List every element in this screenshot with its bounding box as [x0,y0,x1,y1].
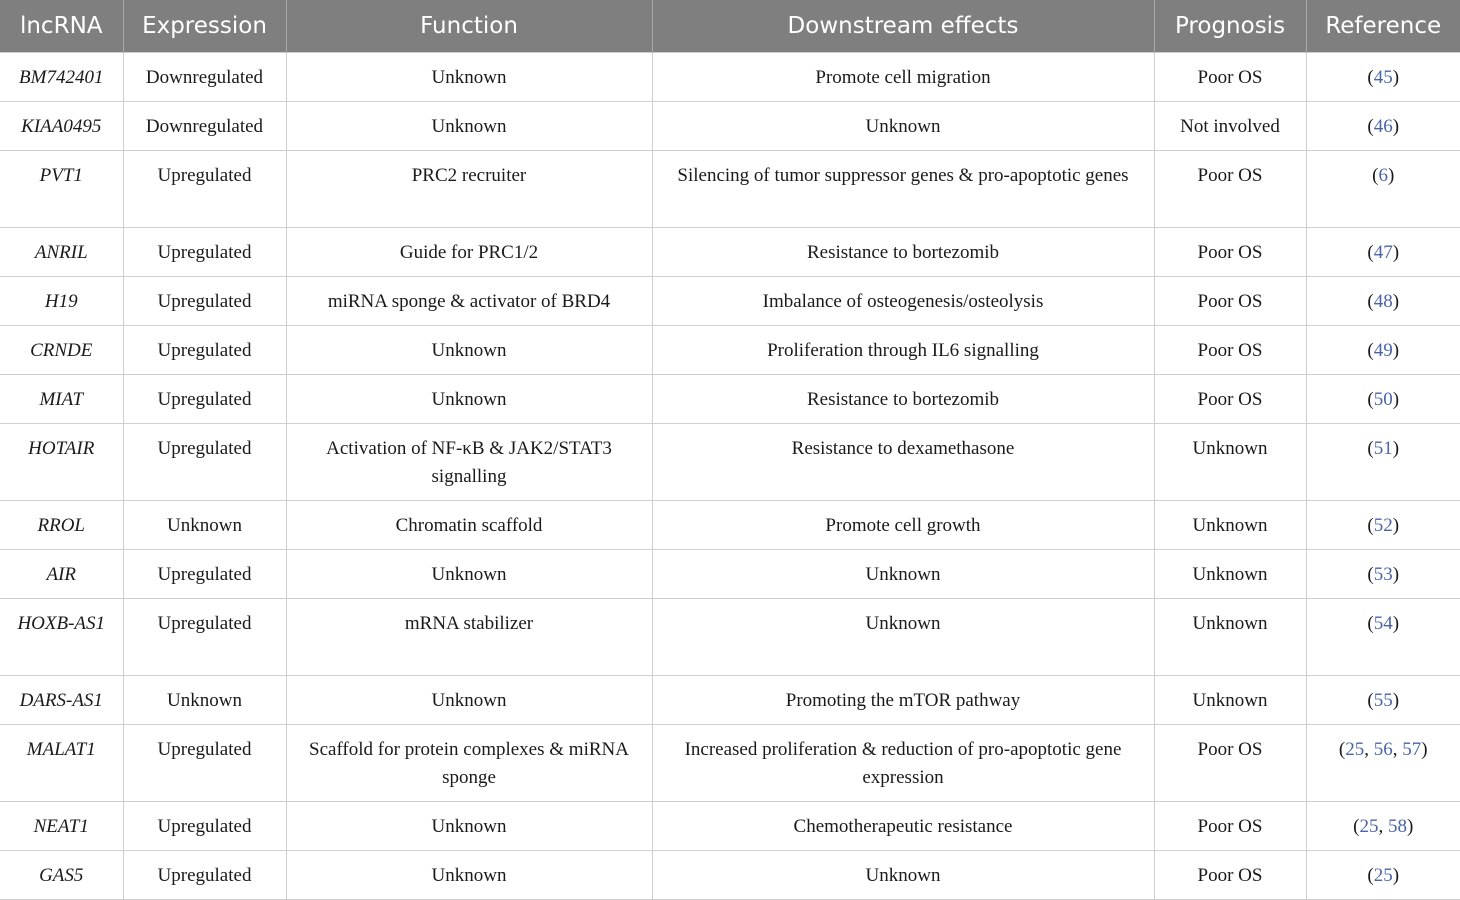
cell-function: Unknown [286,326,652,375]
cell-reference: (50) [1306,375,1460,424]
cell-lncrna: CRNDE [0,326,123,375]
cell-function: PRC2 recruiter [286,151,652,228]
cell-prognosis: Unknown [1154,501,1306,550]
cell-prognosis: Unknown [1154,550,1306,599]
reference-link[interactable]: 57 [1402,739,1422,760]
cell-downstream-effects: Unknown [652,102,1154,151]
header-row [0,0,1460,53]
cell-reference: (47) [1306,228,1460,277]
reference-link[interactable]: 49 [1373,340,1393,361]
cell-prognosis: Poor OS [1154,151,1306,228]
reference-link[interactable]: 54 [1373,613,1393,634]
cell-lncrna: NEAT1 [0,802,123,851]
cell-reference: (6) [1306,151,1460,228]
reference-link[interactable]: 52 [1373,515,1393,536]
cell-downstream-effects: Chemotherapeutic resistance [652,802,1154,851]
header-function: Function [286,0,652,53]
header-reference: Reference [1306,0,1460,53]
table-row [0,501,1460,550]
table-row [0,375,1460,424]
cell-downstream-effects: Silencing of tumor suppressor genes & pro-apoptotic genes [652,151,1154,228]
reference-link[interactable]: 47 [1373,242,1393,263]
cell-reference: (45) [1306,53,1460,102]
cell-function: Guide for PRC1/2 [286,228,652,277]
cell-reference: (51) [1306,424,1460,501]
cell-reference: (48) [1306,277,1460,326]
cell-lncrna: H19 [0,277,123,326]
table-row [0,326,1460,375]
cell-expression: Upregulated [123,326,286,375]
reference-link[interactable]: 55 [1373,690,1393,711]
cell-function: Unknown [286,375,652,424]
table-row [0,53,1460,102]
reference-link[interactable]: 51 [1373,438,1393,459]
cell-lncrna: HOXB-AS1 [0,599,123,676]
cell-lncrna: RROL [0,501,123,550]
cell-prognosis: Unknown [1154,676,1306,725]
cell-expression: Upregulated [123,151,286,228]
header-prognosis: Prognosis [1154,0,1306,53]
table-row [0,277,1460,326]
cell-function: Unknown [286,676,652,725]
cell-prognosis: Poor OS [1154,802,1306,851]
table-header [0,0,1460,53]
reference-link[interactable]: 25 [1373,865,1393,886]
cell-prognosis: Not involved [1154,102,1306,151]
reference-link[interactable]: 45 [1373,67,1393,88]
header-expression: Expression [123,0,286,53]
cell-downstream-effects: Increased proliferation & reduction of pro-apoptotic gene expression [652,725,1154,802]
cell-expression: Unknown [123,676,286,725]
cell-downstream-effects: Unknown [652,851,1154,900]
cell-expression: Downregulated [123,53,286,102]
cell-lncrna: MALAT1 [0,725,123,802]
cell-reference: (55) [1306,676,1460,725]
cell-reference: (25) [1306,851,1460,900]
cell-expression: Upregulated [123,851,286,900]
cell-function: Scaffold for protein complexes & miRNA sponge [286,725,652,802]
cell-downstream-effects: Unknown [652,550,1154,599]
cell-prognosis: Poor OS [1154,326,1306,375]
cell-function: Unknown [286,550,652,599]
cell-prognosis: Poor OS [1154,375,1306,424]
table-row [0,102,1460,151]
cell-function: Unknown [286,102,652,151]
cell-downstream-effects: Imbalance of osteogenesis/osteolysis [652,277,1154,326]
cell-function: mRNA stabilizer [286,599,652,676]
cell-downstream-effects: Unknown [652,599,1154,676]
table-row [0,599,1460,676]
reference-link[interactable]: 53 [1373,564,1393,585]
cell-lncrna: BM742401 [0,53,123,102]
cell-expression: Upregulated [123,277,286,326]
cell-expression: Upregulated [123,228,286,277]
cell-function: Unknown [286,802,652,851]
cell-expression: Upregulated [123,424,286,501]
cell-function: Chromatin scaffold [286,501,652,550]
cell-expression: Upregulated [123,599,286,676]
cell-expression: Upregulated [123,802,286,851]
table-row [0,802,1460,851]
cell-prognosis: Poor OS [1154,725,1306,802]
cell-downstream-effects: Promote cell growth [652,501,1154,550]
cell-downstream-effects: Promote cell migration [652,53,1154,102]
cell-expression: Upregulated [123,375,286,424]
cell-function: miRNA sponge & activator of BRD4 [286,277,652,326]
reference-link[interactable]: 25 [1345,739,1365,760]
table-row [0,725,1460,802]
table-row [0,151,1460,228]
cell-reference: (25, 58) [1306,802,1460,851]
cell-downstream-effects: Proliferation through IL6 signalling [652,326,1154,375]
cell-downstream-effects: Resistance to bortezomib [652,228,1154,277]
cell-expression: Upregulated [123,550,286,599]
cell-lncrna: GAS5 [0,851,123,900]
table-row [0,550,1460,599]
reference-link[interactable]: 56 [1373,739,1393,760]
cell-reference: (54) [1306,599,1460,676]
cell-downstream-effects: Resistance to bortezomib [652,375,1154,424]
cell-prognosis: Poor OS [1154,228,1306,277]
cell-reference: (53) [1306,550,1460,599]
cell-lncrna: MIAT [0,375,123,424]
cell-lncrna: PVT1 [0,151,123,228]
reference-link[interactable]: 50 [1373,389,1393,410]
cell-reference: (52) [1306,501,1460,550]
reference-link[interactable]: 46 [1373,116,1393,137]
cell-reference: (49) [1306,326,1460,375]
cell-lncrna: HOTAIR [0,424,123,501]
cell-prognosis: Unknown [1154,424,1306,501]
cell-reference: (25, 56, 57) [1306,725,1460,802]
reference-link[interactable]: 58 [1388,816,1407,837]
cell-function: Activation of NF-κB & JAK2/STAT3 signalling [286,424,652,501]
reference-link[interactable]: 25 [1359,816,1379,837]
cell-lncrna: ANRIL [0,228,123,277]
reference-link[interactable]: 6 [1378,165,1388,186]
cell-reference: (46) [1306,102,1460,151]
table-row [0,676,1460,725]
cell-function: Unknown [286,53,652,102]
cell-downstream-effects: Resistance to dexamethasone [652,424,1154,501]
cell-prognosis: Unknown [1154,599,1306,676]
table-row [0,851,1460,900]
cell-lncrna: KIAA0495 [0,102,123,151]
table-row [0,424,1460,501]
table-row [0,228,1460,277]
cell-lncrna: AIR [0,550,123,599]
cell-downstream-effects: Promoting the mTOR pathway [652,676,1154,725]
header-lncrna: lncRNA [0,0,123,53]
cell-expression: Downregulated [123,102,286,151]
cell-function: Unknown [286,851,652,900]
cell-prognosis: Poor OS [1154,277,1306,326]
table-body [0,53,1460,900]
header-downstream-effects: Downstream effects [652,0,1154,53]
cell-prognosis: Poor OS [1154,53,1306,102]
reference-link[interactable]: 48 [1373,291,1393,312]
cell-expression: Unknown [123,501,286,550]
cell-lncrna: DARS-AS1 [0,676,123,725]
cell-expression: Upregulated [123,725,286,802]
cell-prognosis: Poor OS [1154,851,1306,900]
